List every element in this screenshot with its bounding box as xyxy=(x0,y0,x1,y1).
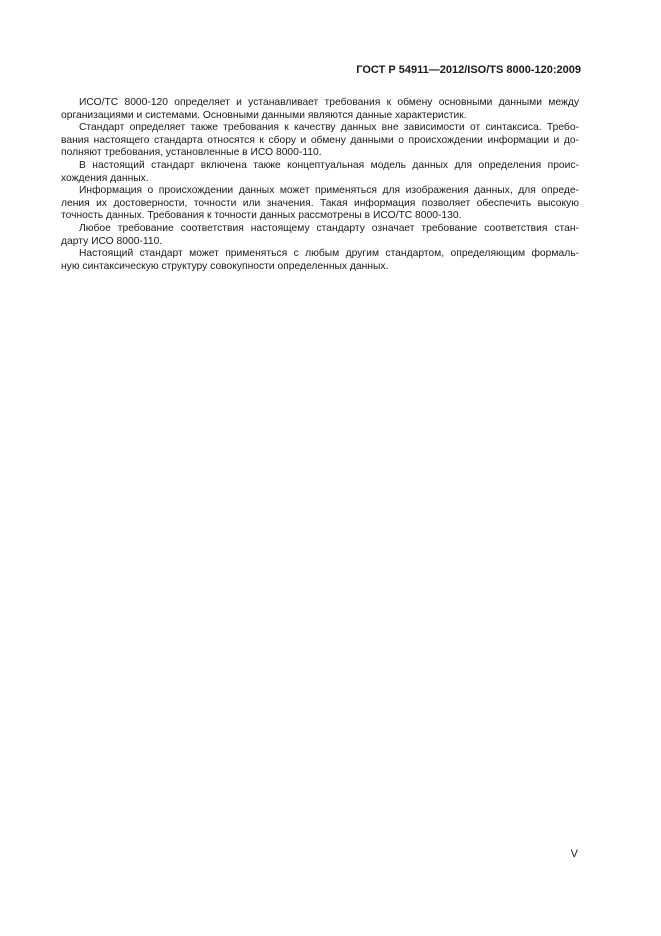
paragraph-4 xyxy=(61,185,579,223)
paragraph-line: В настоящий стандарт включена также концептуальная модель данных для определения проис- xyxy=(79,159,579,171)
paragraph-line: Стандарт определяет также требования к качеству данных вне зависимости от синтаксиса. Требо- xyxy=(79,122,579,134)
paragraph-line: точность данных. Требования к точности данных рассмотрены в ИСО/ТС 8000-130. xyxy=(61,210,462,222)
paragraph-line: Настоящий стандарт может применяться с любым другим стандартом, определяющим формаль- xyxy=(79,248,579,260)
paragraph-line: хождения данных. xyxy=(61,172,149,184)
paragraph-1 xyxy=(61,97,579,122)
paragraph-line: вания настоящего стандарта относятся к сбору и обмену данными о происхождении информации и до- xyxy=(61,134,579,146)
paragraph-line: организациями и системами. Основными данными являются данные характеристик. xyxy=(61,109,467,121)
paragraph-line: Информация о происхождении данных может применяться для изображения данных, для опреде- xyxy=(79,185,579,197)
paragraph-5 xyxy=(61,223,579,248)
paragraph-line: ления их достоверности, точности или значения. Такая информация позволяет обеспечить высокую xyxy=(61,197,579,209)
paragraph-line: ИСО/ТС 8000-120 определяет и устанавливает требования к обмену основными данными между xyxy=(79,97,579,108)
document-code-header: ГОСТ Р 54911—2012/ISO/TS 8000-120:2009 xyxy=(356,64,581,76)
paragraph-3 xyxy=(61,160,579,185)
body-text xyxy=(61,97,579,273)
paragraph-line: полняют требования, установленные в ИСО 8000-110. xyxy=(61,147,322,159)
paragraph-line: Любое требование соответствия настоящему стандарту означает требование соответствия стан- xyxy=(79,222,579,234)
page-number: V xyxy=(570,848,578,860)
paragraph-line: ную синтаксическую структуру совокупности определенных данных. xyxy=(61,260,389,272)
paragraph-2 xyxy=(61,122,579,160)
paragraph-line: дарту ИСО 8000-110. xyxy=(61,235,163,247)
paragraph-6 xyxy=(61,248,579,273)
